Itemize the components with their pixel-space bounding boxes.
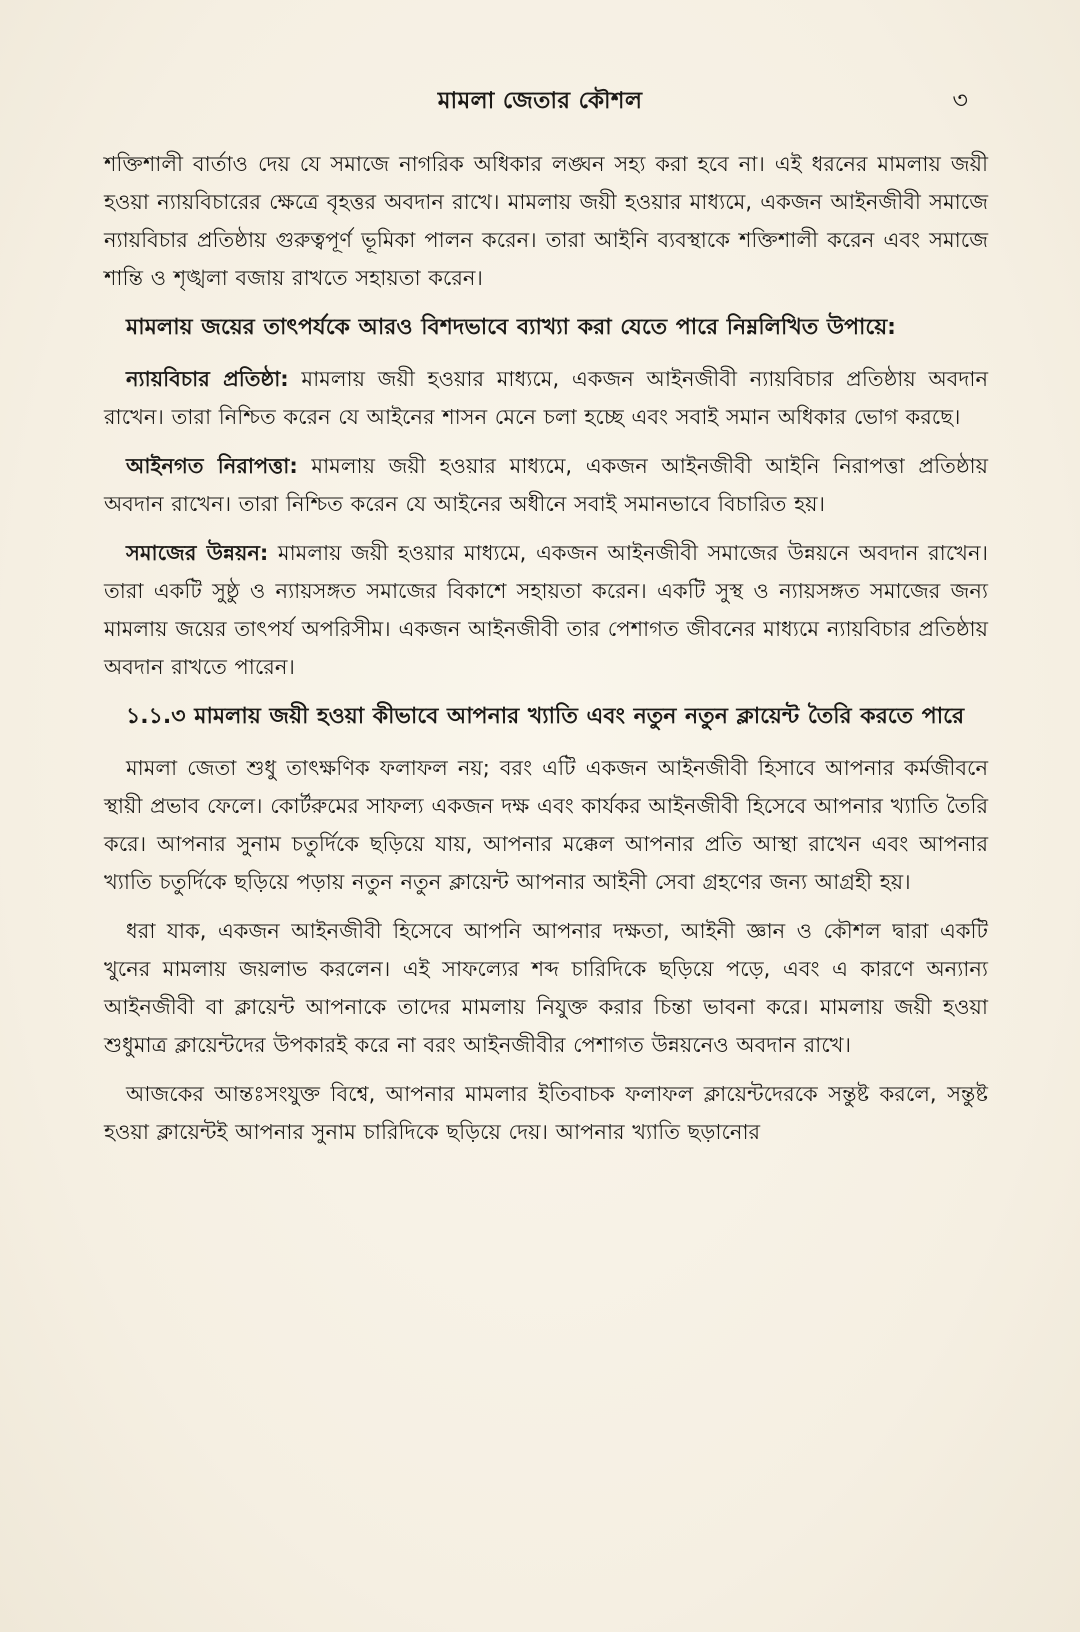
section-heading-significance: মামলায় জয়ের তাৎপর্যকে আরও বিশদভাবে ব্যাখ্যা করা যেতে পারে নিম্নলিখিত উপায়ে:: [126, 315, 896, 340]
text-legal-security: মামলায় জয়ী হওয়ার মাধ্যমে, একজন আইনজীবী আইনি নিরাপত্তা প্রতিষ্ঠায় অবদান রাখেন। তারা নিশ্চিত করেন যে আইনের অধীনে সবাই সমানভাবে বিচারিত হয়।: [104, 454, 988, 516]
list-item-justice: [104, 360, 988, 436]
page-header: [0, 82, 1080, 126]
page-body: [104, 145, 988, 1162]
running-title: মামলা জেতার কৌশল: [437, 88, 643, 114]
term-legal-security: আইনগত নিরাপত্তা:: [126, 454, 298, 478]
list-item-legal-security: [104, 447, 988, 523]
term-justice: ন্যায়বিচার প্রতিষ্ঠা:: [126, 367, 289, 391]
paragraph-continuation: শক্তিশালী বার্তাও দেয় যে সমাজে নাগরিক অধিকার লঙ্ঘন সহ্য করা হবে না। এই ধরনের মামলায় জয়ী হওয়া ন্যায়বিচারের ক্ষেত্রে বৃহত্তর অবদান রাখে। মামলায় জয়ী হওয়ার মাধ্যমে, একজন আইনজীবী সমাজে ন্যায়বিচার প্রতিষ্ঠায় গুরুত্বপূর্ণ ভূমিকা পালন করেন। তারা আইনি ব্যবস্থাকে শক্তিশালী করেন এবং সমাজে শান্তি ও শৃঙ্খলা বজায় রাখতে সহায়তা করেন।: [104, 152, 988, 290]
term-social-development: সমাজের উন্নয়ন:: [126, 541, 269, 565]
paragraph-reputation: মামলা জেতা শুধু তাৎক্ষণিক ফলাফল নয়; বরং এটি একজন আইনজীবী হিসাবে আপনার কর্মজীবনে স্থায়ী প্রভাব ফেলে। কোর্টরুমের সাফল্য একজন দক্ষ এবং কার্যকর আইনজীবী হিসেবে আপনার খ্যাতি তৈরি করে। আপনার সুনাম চতুর্দিকে ছড়িয়ে যায়, আপনার মক্কেল আপনার প্রতি আস্থা রাখেন এবং আপনার খ্যাতি চতুর্দিকে ছড়িয়ে পড়ায় নতুন নতুন ক্লায়েন্ট আপনার আইনী সেবা গ্রহণের জন্য আগ্রহী হয়।: [104, 756, 988, 894]
page-number: ৩: [952, 86, 968, 114]
text-social-development: মামলায় জয়ী হওয়ার মাধ্যমে, একজন আইনজীবী সমাজের উন্নয়নে অবদান রাখেন। তারা একটি সুষ্ঠু ও ন্যায়সঙ্গত সমাজের বিকাশে সহায়তা করেন। একটি সুস্থ ও ন্যায়সঙ্গত সমাজের জন্য মামলায় জয়ের তাৎপর্য অপরিসীম। একজন আইনজীবী তার পেশাগত জীবনের মাধ্যমে ন্যায়বিচার প্রতিষ্ঠায় অবদান রাখতে পারেন।: [104, 541, 988, 679]
paragraph-example: ধরা যাক, একজন আইনজীবী হিসেবে আপনি আপনার দক্ষতা, আইনী জ্ঞান ও কৌশল দ্বারা একটি খুনের মামলায় জয়লাভ করলেন। এই সাফল্যের শব্দ চারিদিকে ছড়িয়ে পড়ে, এবং এ কারণে অন্যান্য আইনজীবী বা ক্লায়েন্ট আপনাকে তাদের মামলায় নিযুক্ত করার চিন্তা ভাবনা করে। মামলায় জয়ী হওয়া শুধুমাত্র ক্লায়েন্টদের উপকারই করে না বরং আইনজীবীর পেশাগত উন্নয়নেও অবদান রাখে।: [104, 919, 988, 1057]
text-justice: মামলায় জয়ী হওয়ার মাধ্যমে, একজন আইনজীবী ন্যায়বিচার প্রতিষ্ঠায় অবদান রাখেন। তারা নিশ্চিত করেন যে আইনের শাসন মেনে চলা হচ্ছে এবং সবাই সমান অধিকার ভোগ করছে।: [104, 367, 988, 429]
paragraph-connected-world: আজকের আন্তঃসংযুক্ত বিশ্বে, আপনার মামলার ইতিবাচক ফলাফল ক্লায়েন্টদেরকে সন্তুষ্ট করলে, সন্তুষ্ট হওয়া ক্লায়েন্টই আপনার সুনাম চারিদিকে ছড়িয়ে দেয়। আপনার খ্যাতি ছড়ানোর: [104, 1082, 988, 1144]
section-heading-1-1-3: ১.১.৩ মামলায় জয়ী হওয়া কীভাবে আপনার খ্যাতি এবং নতুন নতুন ক্লায়েন্ট তৈরি করতে পারে: [126, 704, 965, 729]
list-item-social-development: [104, 534, 988, 686]
